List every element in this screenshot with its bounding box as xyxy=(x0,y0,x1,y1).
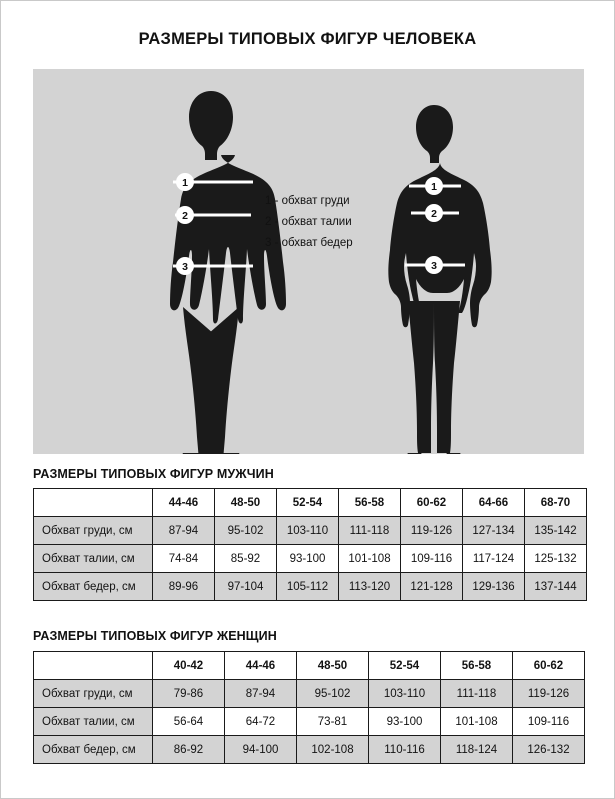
human-silhouettes xyxy=(33,69,584,454)
women-cell-0-3: 103-110 xyxy=(369,680,441,708)
women-section-title: РАЗМЕРЫ ТИПОВЫХ ФИГУР ЖЕНЩИН xyxy=(33,629,277,643)
men-row-1-label: Обхват талии, см xyxy=(34,545,153,573)
table-row xyxy=(34,708,585,736)
women-col-5: 56-58 xyxy=(441,652,513,680)
men-cell-2-1: 97-104 xyxy=(215,573,277,601)
men-col-7: 68-70 xyxy=(525,489,587,517)
corner-cell xyxy=(34,652,153,680)
men-cell-0-1: 95-102 xyxy=(215,517,277,545)
women-col-4: 52-54 xyxy=(369,652,441,680)
table-row xyxy=(34,573,587,601)
table-row xyxy=(34,545,587,573)
men-cell-2-0: 89-96 xyxy=(153,573,215,601)
legend-item-waist: 2 - обхват талии xyxy=(265,216,352,228)
men-section-title: РАЗМЕРЫ ТИПОВЫХ ФИГУР МУЖЧИН xyxy=(33,467,274,481)
badge-female-waist-label: 2 xyxy=(431,208,437,220)
table-header-row xyxy=(34,489,587,517)
table-row xyxy=(34,517,587,545)
women-cell-0-2: 95-102 xyxy=(297,680,369,708)
men-cell-1-6: 125-132 xyxy=(525,545,587,573)
women-cell-2-2: 102-108 xyxy=(297,736,369,764)
legend xyxy=(265,191,395,254)
badge-female-chest-label: 1 xyxy=(431,181,437,193)
men-cell-1-5: 117-124 xyxy=(463,545,525,573)
corner-cell xyxy=(34,489,153,517)
women-cell-0-1: 87-94 xyxy=(225,680,297,708)
men-cell-1-3: 101-108 xyxy=(339,545,401,573)
women-cell-1-1: 64-72 xyxy=(225,708,297,736)
women-col-2: 44-46 xyxy=(225,652,297,680)
women-cell-2-0: 86-92 xyxy=(153,736,225,764)
legend-item-chest: 1 - обхват груди xyxy=(265,195,350,207)
women-cell-1-0: 56-64 xyxy=(153,708,225,736)
badge-male-chest-label: 1 xyxy=(182,177,188,189)
men-cell-0-4: 119-126 xyxy=(401,517,463,545)
men-size-table xyxy=(33,488,587,601)
men-col-1: 44-46 xyxy=(153,489,215,517)
female-silhouette xyxy=(388,105,491,454)
women-row-2-label: Обхват бедер, см xyxy=(34,736,153,764)
men-cell-2-6: 137-144 xyxy=(525,573,587,601)
men-cell-0-6: 135-142 xyxy=(525,517,587,545)
badge-female-hips-label: 3 xyxy=(431,260,437,272)
women-row-1-label: Обхват талии, см xyxy=(34,708,153,736)
men-cell-2-2: 105-112 xyxy=(277,573,339,601)
table-row xyxy=(34,680,585,708)
men-col-3: 52-54 xyxy=(277,489,339,517)
men-cell-2-5: 129-136 xyxy=(463,573,525,601)
men-row-0-label: Обхват груди, см xyxy=(34,517,153,545)
women-cell-0-0: 79-86 xyxy=(153,680,225,708)
men-cell-1-2: 93-100 xyxy=(277,545,339,573)
men-col-2: 48-50 xyxy=(215,489,277,517)
women-cell-0-5: 119-126 xyxy=(513,680,585,708)
women-cell-1-4: 101-108 xyxy=(441,708,513,736)
badge-male-waist-label: 2 xyxy=(182,210,188,222)
figures-panel xyxy=(33,69,584,454)
men-cell-2-4: 121-128 xyxy=(401,573,463,601)
men-cell-1-1: 85-92 xyxy=(215,545,277,573)
page-title: РАЗМЕРЫ ТИПОВЫХ ФИГУР ЧЕЛОВЕКА xyxy=(138,30,477,48)
women-col-3: 48-50 xyxy=(297,652,369,680)
men-cell-1-0: 74-84 xyxy=(153,545,215,573)
men-cell-2-3: 113-120 xyxy=(339,573,401,601)
table-header-row xyxy=(34,652,585,680)
women-cell-2-3: 110-116 xyxy=(369,736,441,764)
men-cell-0-5: 127-134 xyxy=(463,517,525,545)
legend-item-hips: 3 - обхват бедер xyxy=(265,237,353,249)
women-row-0-label: Обхват груди, см xyxy=(34,680,153,708)
women-cell-2-4: 118-124 xyxy=(441,736,513,764)
women-cell-1-2: 73-81 xyxy=(297,708,369,736)
men-row-2-label: Обхват бедер, см xyxy=(34,573,153,601)
women-cell-1-5: 109-116 xyxy=(513,708,585,736)
men-col-4: 56-58 xyxy=(339,489,401,517)
men-cell-0-3: 111-118 xyxy=(339,517,401,545)
women-cell-2-1: 94-100 xyxy=(225,736,297,764)
women-cell-1-3: 93-100 xyxy=(369,708,441,736)
women-col-6: 60-62 xyxy=(513,652,585,680)
men-cell-0-2: 103-110 xyxy=(277,517,339,545)
men-cell-1-4: 109-116 xyxy=(401,545,463,573)
men-col-5: 60-62 xyxy=(401,489,463,517)
women-size-table xyxy=(33,651,585,764)
table-row xyxy=(34,736,585,764)
badge-male-hips-label: 3 xyxy=(182,261,188,273)
women-cell-2-5: 126-132 xyxy=(513,736,585,764)
men-cell-0-0: 87-94 xyxy=(153,517,215,545)
women-cell-0-4: 111-118 xyxy=(441,680,513,708)
men-col-6: 64-66 xyxy=(463,489,525,517)
women-col-1: 40-42 xyxy=(153,652,225,680)
